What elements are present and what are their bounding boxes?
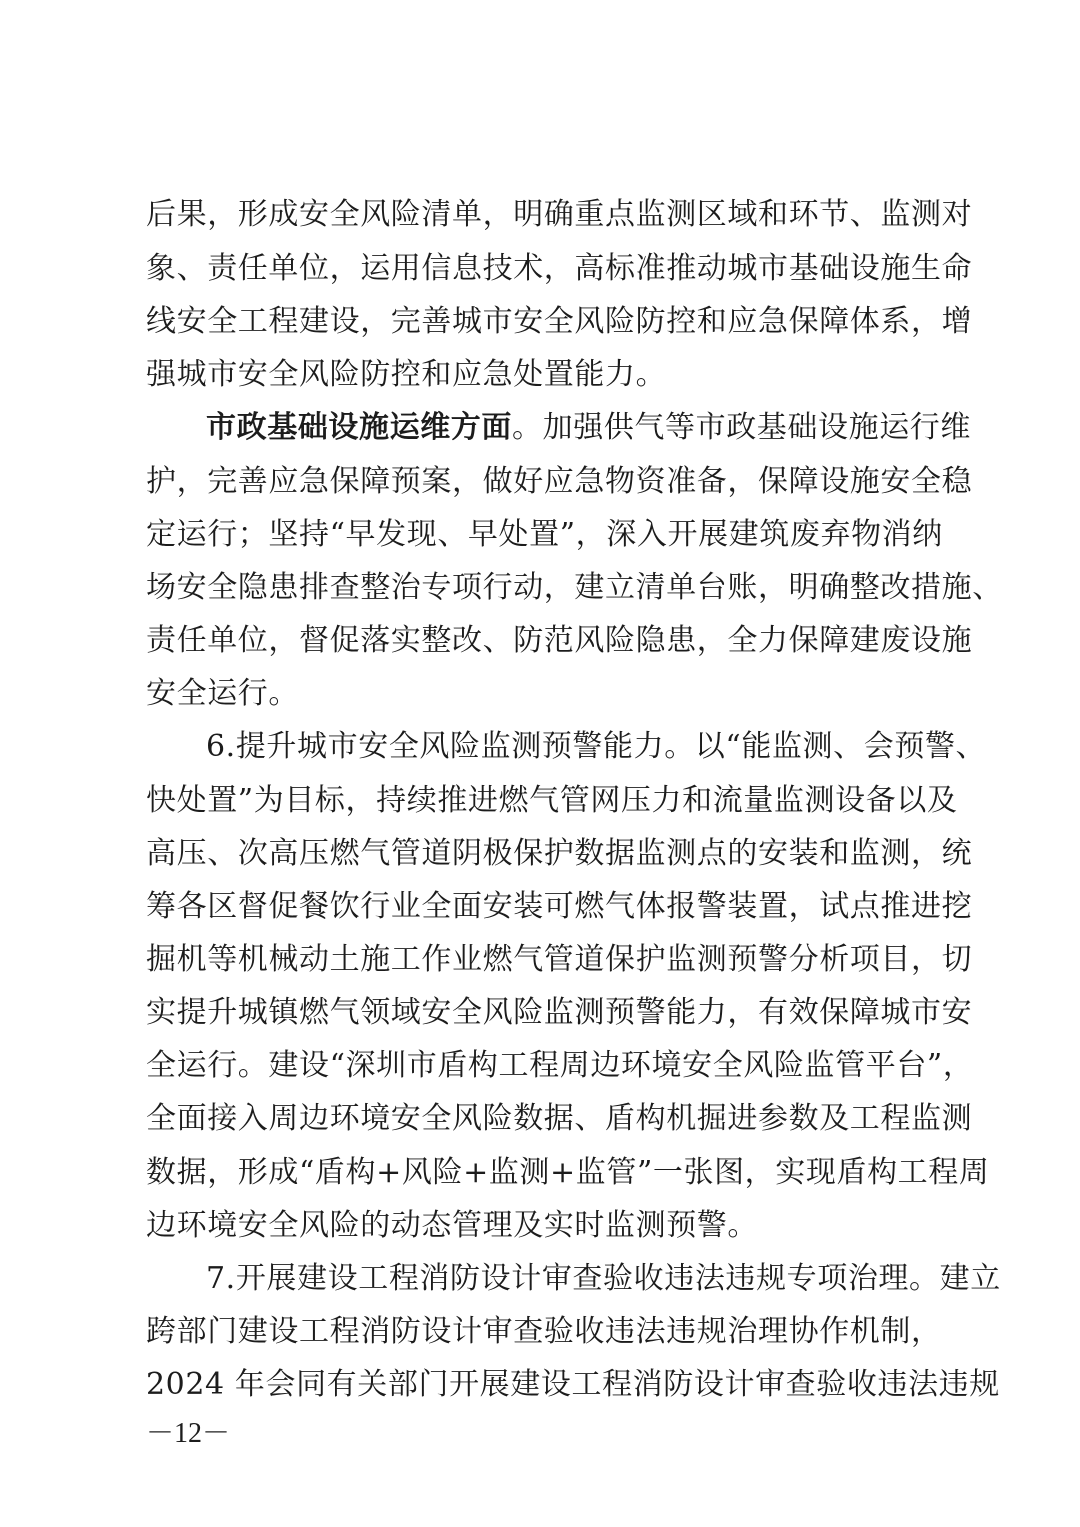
paragraph-3-line-5: 掘机等机械动土施工作业燃气管道保护监测预警分析项目，切 (146, 942, 973, 977)
paragraph-4-line-3: 2024 年会同有关部门开展建设工程消防设计审查验收违法违规 (146, 1367, 1000, 1402)
paragraph-4-line-2: 跨部门建设工程消防设计审查验收违法违规治理协作机制， (146, 1314, 942, 1349)
paragraph-4-line-1: 7.开展建设工程消防设计审查验收违法违规专项治理。建立 (206, 1261, 1001, 1296)
paragraph-3-line-2: 快处置”为目标，持续推进燃气管网压力和流量监测设备以及 (146, 783, 958, 818)
paragraph-3-line-6: 实提升城镇燃气领域安全风险监测预警能力，有效保障城市安 (146, 995, 973, 1030)
paragraph-2-line-6: 安全运行。 (146, 676, 299, 711)
paragraph-2-line-1-rest: 。加强供气等市政基础设施运行维 (512, 410, 971, 445)
paragraph-2-line-3: 定运行；坚持“早发现、早处置”，深入开展建筑废弃物消纳 (146, 517, 943, 552)
paragraph-1-line-4: 强城市安全风险防控和应急处置能力。 (146, 357, 667, 392)
paragraph-3-line-1: 6.提升城市安全风险监测预警能力。以“能监测、会预警、 (206, 729, 987, 764)
paragraph-2-line-5: 责任单位，督促落实整改、防范风险隐患，全力保障建废设施 (146, 623, 973, 658)
page-number: －12－ (146, 1418, 231, 1449)
paragraph-2-line-2: 护，完善应急保障预案，做好应急物资准备，保障设施安全稳 (146, 464, 973, 499)
paragraph-3-line-10: 边环境安全风险的动态管理及实时监测预警。 (146, 1208, 758, 1243)
paragraph-3-line-9: 数据，形成“盾构+风险+监测+监管”一张图，实现盾构工程周 (146, 1155, 990, 1190)
paragraph-3-line-4: 筹各区督促餐饮行业全面安装可燃气体报警装置，试点推进挖 (146, 889, 973, 924)
paragraph-1-line-2: 象、责任单位，运用信息技术，高标准推动城市基础设施生命 (146, 251, 973, 286)
paragraph-1-line-3: 线安全工程建设，完善城市安全风险防控和应急保障体系，增 (146, 304, 973, 339)
paragraph-3-line-3: 高压、次高压燃气管道阴极保护数据监测点的安装和监测，统 (146, 836, 973, 871)
paragraph-1-line-1: 后果，形成安全风险清单，明确重点监测区域和环节、监测对 (146, 197, 973, 232)
paragraph-3-line-8: 全面接入周边环境安全风险数据、盾构机掘进参数及工程监测 (146, 1101, 973, 1136)
section-heading-municipal-facilities: 市政基础设施运维方面 (206, 410, 512, 445)
paragraph-2-line-1 (206, 410, 971, 446)
paragraph-2-line-4: 场安全隐患排查整治专项行动，建立清单台账，明确整改措施、 (146, 570, 1003, 605)
paragraph-3-line-7: 全运行。建设“深圳市盾构工程周边环境安全风险监管平台”， (146, 1048, 974, 1083)
